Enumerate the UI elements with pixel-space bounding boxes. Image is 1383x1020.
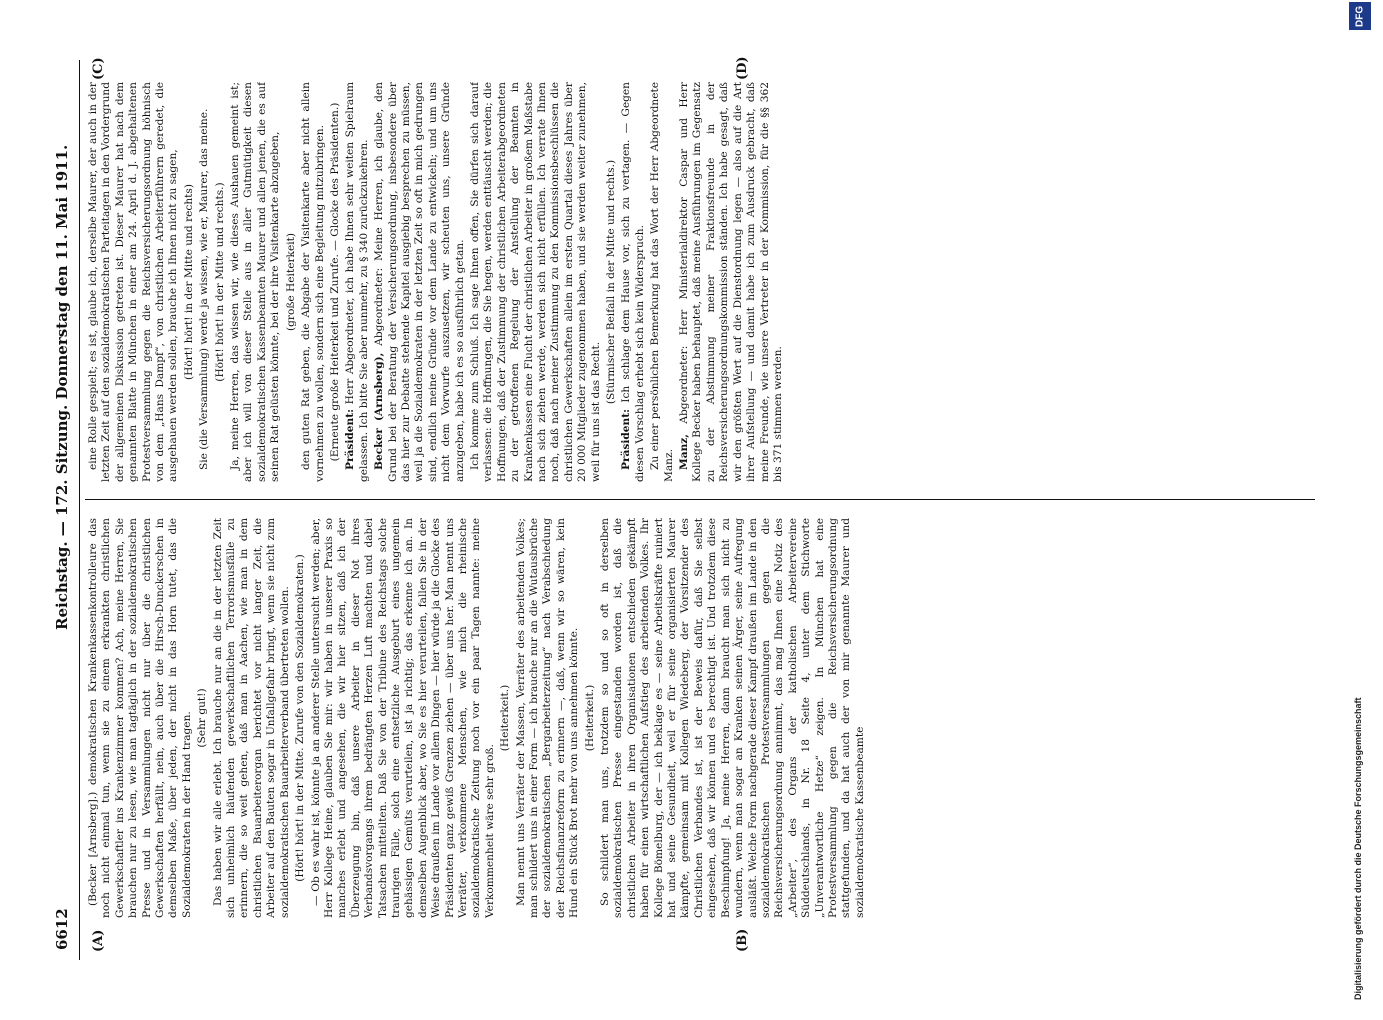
- paragraph-text: den guten Rat geben, die Abgabe der Visitenkarte aber nicht allein vornehmen zu wollen, sondern sich eine Begleitung mitzubringen.: [300, 82, 326, 482]
- page-number: 6612: [53, 908, 71, 950]
- paragraph-text: (große Heiterkeit): [284, 232, 297, 332]
- paragraph-text: Ja, meine Herren, das wissen wir, wie dieses Aushauen gemeint ist; aber ich will von dieser Stelle aus in aller Gutmütigkeit diesen sozialdemokratischen Kassenbeamten Maurer und allen jenen, die es auf seinen Rat gelüsten könnte, bei der ihre Visitenkarte abzugeben,: [229, 82, 282, 482]
- paragraph: [329, 82, 342, 482]
- paragraph-text: (Heiterkeit.): [583, 684, 596, 752]
- digitization-note: Digitalisierung gefördert durch die Deutsche Forschungsgemeinschaft: [1353, 697, 1363, 1000]
- paragraph: [198, 82, 211, 482]
- paragraph-text: (Hört! hört! in der Mitte und rechts): [182, 184, 195, 380]
- paragraph-text: Das haben wir alle erlebt. Ich brauche nur an die in der letzten Zeit sich unheimlich häufenden gewerkschaftlichen Terrorismusfälle zu erinnern, die so weit gehen, daß man in Aachen, wie man in dem christlichen Bauarbeiterorgan berichtet vor nicht langer Zeit, die Arbeiter auf den Bauten sogar in Unfallgefahr bringt, wenn sie nicht zum sozialdemokratischen Bauarbeiterverband übertreten wollen.: [211, 518, 291, 918]
- paragraph: [229, 82, 283, 482]
- paragraph-text: (Heiterkeit.): [499, 684, 512, 752]
- paragraph-text: Ich komme zum Schluß. Ich sage Ihnen offen, Sie dürfen sich darauf verlassen: die Hoffnungen, die Sie hegen, werden enttäuscht werden; die Hoffnungen, daß der Zustimmung der christlichen Arbeiterabgeordneten zu der getroffenen Regelung der Anstellung der Beamten in Krankenkassen eine Flucht der christlichen Arbeiter in großem Maßstabe nach sich ziehen werde, werden sich nicht erfüllen. Ich verrate Ihnen noch, daß nach meiner Zustimmung zu den Kommissionsbeschlüssen die christlichen Gewerkschaften allein im ersten Quartal dieses Jahres über 20 000 Mitglieder zugenommen haben, und sie werden weiter zunehmen, weil für uns ist das Recht.: [468, 82, 602, 482]
- paragraph-text: Zu einer persönlichen Bemerkung hat das Wort der Herr Abgeordnete Manz.: [649, 82, 675, 482]
- paragraph: [649, 82, 676, 482]
- paragraph-text: — Ob es wahr ist, könnte ja an anderer Stelle untersucht werden; aber, Herr Kollege Heine, glauben Sie mir: wir haben in unserer Praxis so manches erlebt und angesehen, die wir hier sitzen, daß ich der Überzeugung bin, daß unsere Arbeiter in dieser Not ihres Verbandsvorgangs ihrem bedrängten Herzen Luft machten und dabei Tatsachen mitteilten. Daß Sie von der Tribüne des Reichstags solche traurigen Fälle, solch eine entsetzliche Ausgeburt eines ungemein gehässigen Gemüts verurteilen, ist ja richtig; das erkenne ich an. In demselben Augenblick aber, wo Sie es hier verurteilen, fallen Sie in der Weise draußen im Lande vor allem Dingen — hier würde ja die Glocke des Präsidenten ganz gewiß Grenzen ziehen — über uns her. Man nennt uns Verräter, verkommene Menschen, wie mich die rheinische sozialdemokratische Zeitung noch vor ein paar Tagen nannte: meine Verkommenheit wäre sehr groß.: [309, 518, 496, 918]
- paragraph: [300, 82, 327, 482]
- paragraph: [584, 518, 597, 918]
- paragraph: [87, 518, 194, 918]
- paragraph: [373, 82, 467, 482]
- paragraph: [87, 82, 181, 482]
- column-divider: [85, 499, 1315, 500]
- paragraph-text: (Erneute große Heiterkeit und Zurufe. — Glocke des Präsidenten.): [328, 102, 341, 462]
- speaker-name: Manz,: [678, 434, 691, 470]
- paragraph-text: (Hört! hört! in der Mitte. Zurufe von den Sozialdemokraten.): [294, 554, 307, 882]
- paragraph-text: So schildert man uns, trotzdem so und so oft in derselben sozialdemokratischen Presse eingestanden worden ist, daß die christlichen Arbeiter in ihren Organisationen entschieden gekämpft haben für einen wirtschaftlichen Aufstieg des arbeitenden Volkes. Ihr Kollege Bömelburg, der — ich beklage es — seine Arbeitskräfte ruiniert hat und seine Gesundheit, weil er für seine organisierten Maurer kämpfte, gemeinsam mit Kollegen Wiedeberg, der Vorsitzender des Christlichen Verbandes ist, ist der Beweis dafür, daß Sie selbst eingesehen, daß wir können und es berechtigt ist. Und trotzdem diese Beschimpfung! Ja, meine Herren, dann braucht man sich nicht zu wundern, wenn man sogar an Kranken seinen Ärger, seine Aufregung ausläßt. Welche Form nachgerade dieser Kampf draußen im Lande in den sozialdemokratischen Protestversammlungen gegen die Reichsversicherungsordnung annimmt, das mag Ihnen eine Notiz des „Arbeiter“, des Organs der katholischen Arbeitervereine Süddeutschlands, in Nr. 18 Seite 4, unter dem Stichworte „Unverantwortliche Hetze“ zeigen. In München hat eine Protestversammlung gegen die Reichsversicherungsordnung stattgefunden, und da hat auch der von mir genannte Maurer und sozialdemokratische Kassenbeamte: [599, 518, 866, 918]
- left-column: [87, 518, 1317, 918]
- margin-mark-a: (A): [91, 929, 106, 952]
- paragraph: [183, 82, 196, 482]
- running-head: Reichstag. — 172. Sitzung. Donnerstag den 11. Mai 1911.: [53, 144, 71, 630]
- speaker-name: Präsident:: [620, 408, 633, 470]
- paragraph-text: eine Rolle gespielt; es ist, glaube ich, derselbe Maurer, der auch in der letzten Zeit auf den sozialdemokratischen Parteitagen in den Vordergrund der allgemeinen Diskussion getreten ist. Dieser Maurer hat nach dem genannten Blatte in München in einer am 24. April d. J. abgehaltenen Protestversammlung gegen die Reichsversicherungsordnung höhnisch von dem „Hans Dampf“, von christlichen Arbeiterführern geredet, die ausgehauen werden sollen, brauche ich Ihnen nicht zu sagen,: [87, 82, 180, 482]
- paragraph: [599, 518, 867, 918]
- paragraph: [294, 518, 307, 918]
- paragraph-text: Sie (die Versammlung) werde ja wissen, wie er, Maurer, das meine.: [198, 108, 211, 470]
- paragraph: [212, 518, 292, 918]
- paragraph-text: (Stürmischer Beifall in der Mitte und rechts.): [605, 159, 618, 405]
- paragraph: [344, 82, 371, 482]
- paragraph: [605, 82, 618, 482]
- right-column: [87, 82, 1317, 482]
- margin-mark-d: (D): [735, 56, 750, 80]
- paragraph-text: Man nennt uns Verräter der Massen, Verräter des arbeitenden Volkes; man schildert uns in einer Form — ich brauche nur an die Wutausbrüche der sozialdemokratischen „Bergarbeiterzeitung“ nach Verabschiedung der Reichsfinanzreform zu erinnern —, daß, wenn wir so wären, kein Hund ein Stück Brot mehr von uns annehmen könnte.: [514, 518, 581, 918]
- paragraph-text: Herr Abgeordneter, ich habe Ihnen sehr weiten Spielraum gelassen. Ich bitte Sie aber nunmehr, zu § 340 zurückzukehren.: [344, 82, 370, 482]
- speaker-name: Präsident:: [344, 408, 357, 470]
- paragraph: [620, 82, 647, 482]
- paragraph: [214, 82, 227, 482]
- paragraph-text: (Sehr gut!): [196, 688, 209, 748]
- paragraph-text: (Becker [Arnsberg].) demokratischen Krankenkassenkontrolleure das noch nicht einmal tun, wenn sie zu einem erkrankten christlichen Gewerkschaftler ins Krankenzimmer kommen? Ach, meine Herren, Sie brauchen nur zu lesen, wie man tagtäglich in der sozialdemokratischen Presse und in Versammlungen nicht nur über die christlichen Gewerkschaften herfällt, nein, auch über die Hirsch-Dunckerschen in demselben Maße, über jeden, der nicht in das Horn tutet, das die Sozialdemokraten in der Hand tragen.: [87, 518, 193, 918]
- paragraph: [499, 518, 512, 918]
- page-header: [45, 60, 80, 960]
- paragraph: [310, 518, 498, 918]
- paragraph-text: (Hört! hört! in der Mitte und rechts.): [213, 182, 226, 382]
- dfg-logo: DFG: [1349, 2, 1371, 30]
- paragraph-text: Ich schlage dem Hause vor, sich zu vertagen. — Gegen diesen Vorschlag erhebt sich kein Widerspruch.: [620, 82, 646, 482]
- margin-mark-c: (C): [91, 57, 106, 80]
- speaker-name: Becker (Arnsberg),: [373, 352, 386, 470]
- paragraph: [285, 82, 298, 482]
- rotated-page: [45, 56, 1345, 960]
- paragraph-text: Abgeordneter: Herr Ministerialdirektor Caspar und Herr Kollege Becker haben behauptet, daß meine Ausführungen im Gegensatz zu der Abstimmung meiner Fraktionsfreunde in der Reichsversicherungsordnungskommission ständen. Ich habe gesagt, daß wir den größten Wert auf die Dienstordnung legen — also auf die Art ihrer Aufstellung — und damit habe ich zum Ausdruck gebracht, daß meine Freunde, wie unsere Vertreter in der Kommission, für die §§ 362 bis 371 stimmen werden.: [678, 82, 784, 482]
- digitization-band: [1341, 0, 1381, 1000]
- paragraph: [515, 518, 582, 918]
- paragraph: [196, 518, 209, 918]
- paragraph-text: Abgeordneter: Meine Herren, ich glaube, den Grund bei der Beratung der Versicherungsordnung, insbesondere über das hier zur Debatte stehende Kapitel ausgiebig besprechen zu müssen, weil ja die Sozialdemokraten in der letzten Zeit so oft in mich gedrungen sind, endlich meine Gründe vor dem Lande zu entwickeln; und um uns nicht dem Vorwurfe auszusetzen, wir scheuten uns, unsere Gründe anzugeben, habe ich es so ausführlich getan.: [373, 82, 466, 482]
- margin-mark-b: (B): [735, 928, 750, 952]
- paragraph: [678, 82, 785, 482]
- paragraph: [469, 82, 603, 482]
